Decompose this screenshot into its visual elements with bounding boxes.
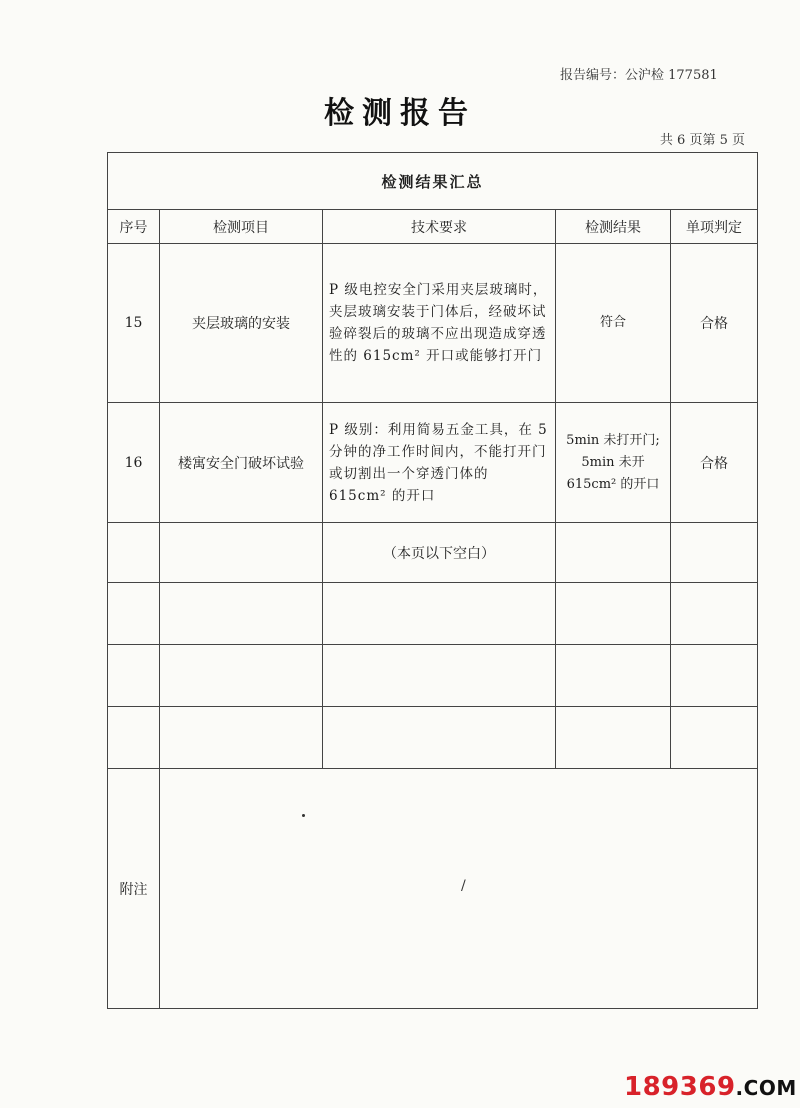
table-row — [108, 403, 758, 523]
row-result: 符合 — [556, 244, 671, 403]
table-row — [108, 707, 758, 769]
table-row — [108, 583, 758, 645]
table-row — [108, 645, 758, 707]
column-header-result: 检测结果 — [556, 210, 671, 244]
row-requirement: P 级别：利用简易五金工具，在 5 分钟的净工作时间内，不能打开门或切割出一个穿透门体的 615cm² 的开口 — [323, 403, 556, 523]
row-item: 夹层玻璃的安装 — [160, 244, 323, 403]
page-info: 共 6 页第 5 页 — [659, 133, 745, 148]
results-table — [107, 152, 758, 1009]
watermark-suffix: .COM — [735, 1076, 797, 1100]
watermark-number: 189369 — [624, 1072, 736, 1102]
column-header-item: 检测项目 — [160, 210, 323, 244]
section-title: 检测结果汇总 — [108, 153, 758, 210]
report-number: 报告编号：公沪检 177581 — [560, 68, 718, 83]
page-title: 检测报告 — [324, 96, 476, 131]
notes-value: / — [461, 878, 466, 894]
column-header-judgement: 单项判定 — [671, 210, 758, 244]
column-header-requirement: 技术要求 — [323, 210, 556, 244]
row-no: 16 — [108, 403, 160, 523]
table-row — [108, 244, 758, 403]
row-judgement: 合格 — [671, 403, 758, 523]
table-row — [108, 523, 758, 583]
row-item: 楼寓安全门破坏试验 — [160, 403, 323, 523]
watermark — [624, 1072, 797, 1102]
row-judgement: 合格 — [671, 244, 758, 403]
blank-note: （本页以下空白） — [323, 523, 556, 583]
ink-dot — [302, 814, 305, 817]
row-requirement: P 级电控安全门采用夹层玻璃时，夹层玻璃安装于门体后，经破坏试验碎裂后的玻璃不应出现造成穿透性的 615cm² 开口或能够打开门 — [323, 244, 556, 403]
notes-row — [108, 769, 758, 1009]
column-header-no: 序号 — [108, 210, 160, 244]
row-result: 5min 未打开门; 5min 未开 615cm² 的开口 — [556, 403, 671, 523]
notes-label: 附注 — [108, 769, 160, 1009]
row-no: 15 — [108, 244, 160, 403]
